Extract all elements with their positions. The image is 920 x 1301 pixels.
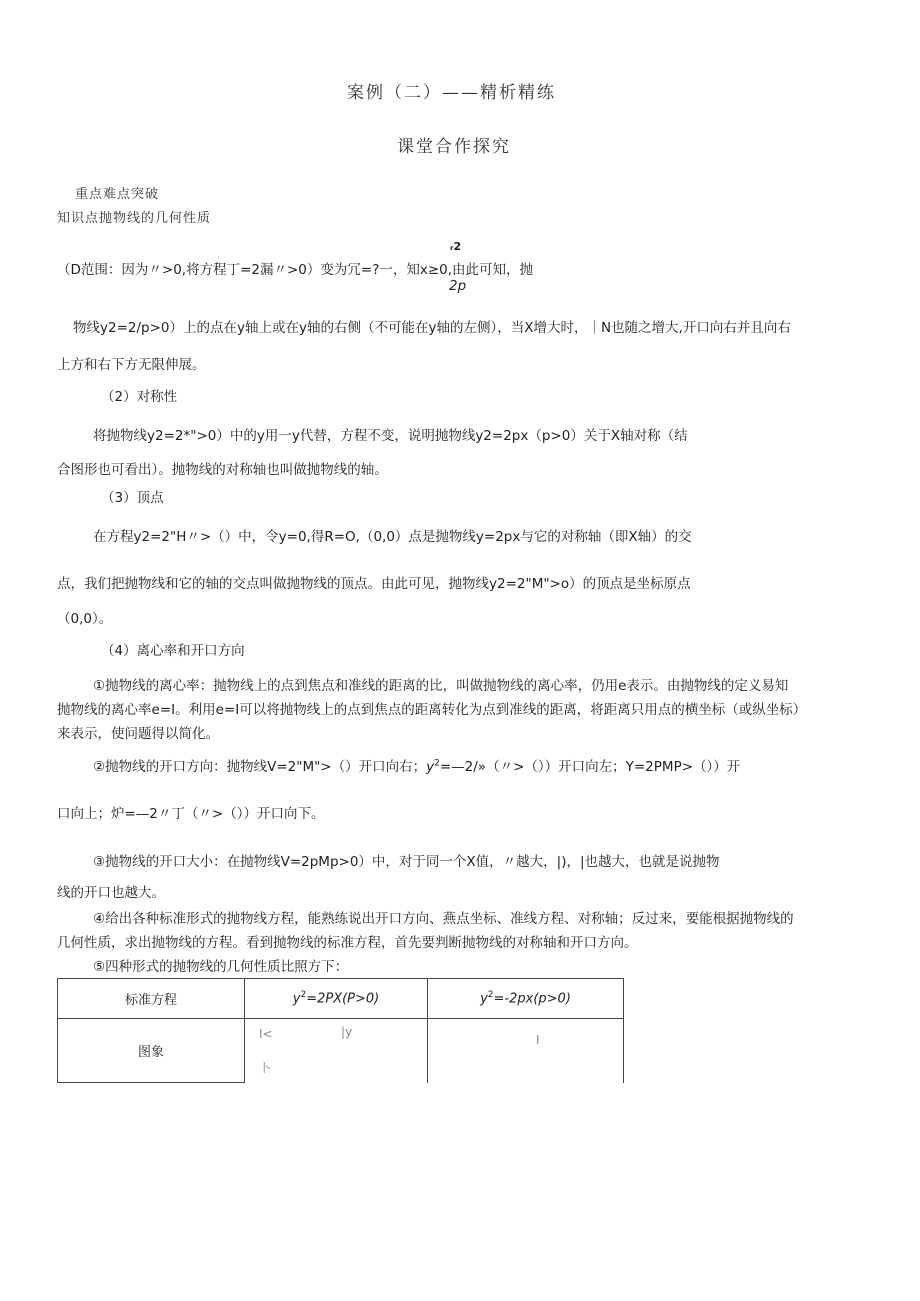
paragraph-5-line-1 (93, 755, 740, 775)
table-row (58, 1019, 624, 1083)
col2-var: y (480, 991, 488, 1007)
paragraph-3-line-1: 在方程y2=2"H〃>（）中，令y=0,得R=O,（0,0）点是抛物线y=2px与它的对称轴（即X轴）的交 (93, 529, 692, 545)
paragraph-4-line-3: 来表示，使问题得以简化。 (57, 726, 219, 742)
p5-exponent: 2 (434, 758, 440, 769)
graph-mark-1: I< (259, 1027, 273, 1041)
paragraph-7-line-2: 几何性质，求出抛物线的方程。看到抛物线的标准方程，首先要判断抛物线的对称轴和开口方向。 (57, 935, 638, 951)
p5-var-y: y (426, 759, 435, 775)
topic-label: 知识点抛物线的几何性质 (57, 211, 212, 226)
col1-exp: 2 (300, 990, 307, 1001)
section-label: 重点难点突破 (75, 187, 160, 202)
fraction-numerator: ᵣ2 (450, 240, 462, 253)
heading-vertex: （3）顶点 (101, 490, 164, 506)
fraction-denominator: 2p (449, 278, 467, 294)
page-title: 案例（二）——精析精练 (347, 83, 556, 103)
table-header-label: 标准方程 (58, 979, 245, 1019)
paragraph-2-line-2: 合图形也可看出）。抛物线的对称轴也叫做抛物线的轴。 (57, 462, 388, 478)
p5-part-a: ②抛物线的开口方向：抛物线V=2"M">（）开口向右； (93, 759, 427, 775)
graph-cell-1 (245, 1019, 428, 1083)
graph-cell-2 (428, 1019, 624, 1083)
comparison-table (57, 978, 624, 1083)
paragraph-6-line-1: ③抛物线的开口大小：在抛物线V=2pMp>0）中，对于同一个X值，〃越大，|)，|也越大，也就是说抛物 (93, 854, 720, 870)
col2-exp: 2 (487, 990, 494, 1001)
paragraph-7-line-1: ④给出各种标准形式的抛物线方程，能熟练说出开口方向、燕点坐标、准线方程、对称轴；反过来，要能根据抛物线的 (93, 911, 794, 927)
page-subtitle: 课堂合作探究 (397, 137, 511, 157)
paragraph-8: ⑤四种形式的抛物线的几何性质比照方下： (93, 959, 349, 975)
paragraph-4-line-1: ①抛物线的离心率：抛物线上的点到焦点和准线的距离的比，叫做抛物线的离心率，仍用e表示。由抛物线的定义易知 (93, 678, 789, 694)
table-row (58, 979, 624, 1019)
graph-mark-2: |y (341, 1025, 353, 1039)
paragraph-2-line-1: 将抛物线y2=2*">0）中的y用一y代替，方程不变，说明抛物线y2=2px（p>0）关于X轴对称（结 (93, 428, 688, 444)
paragraph-1-line-2: 物线y2=2/p>0）上的点在y轴上或在y轴的右侧（不可能在y轴的左侧），当X增大时，｜N也随之增大,开口向右并且向右 (73, 320, 791, 336)
p5-part-d: =—2/»（〃>（））开口向左；Y=2PMP>（））开 (439, 759, 741, 775)
heading-eccentricity: （4）离心率和开口方向 (101, 643, 245, 659)
col2-eq: =-2px(p>0) (493, 991, 571, 1007)
paragraph-3-line-3: （0,0）。 (57, 611, 113, 627)
paragraph-6-line-2: 线的开口也越大。 (57, 885, 165, 901)
table-header-col-2 (428, 979, 624, 1019)
paragraph-1-line-1: （D范围：因为〃>0,将方程丁=2漏〃>0）变为冗=?一，知x≥0,由此可知，抛 (57, 262, 534, 278)
paragraph-4-line-2: 抛物线的离心率e=I。利用e=I可以将抛物线上的点到焦点的距离转化为点到准线的距离，将距离只用点的横坐标（或纵坐标） (57, 702, 807, 718)
table-row-label: 图象 (58, 1019, 245, 1083)
paragraph-1-line-3: 上方和右下方无限伸展。 (57, 357, 206, 373)
table-header-col-1 (245, 979, 428, 1019)
paragraph-3-line-2: 点，我们把抛物线和它的轴的交点叫做抛物线的顶点。由此可见，抛物线y2=2"M">o）的顶点是坐标原点 (57, 576, 691, 592)
col1-var: y (292, 991, 301, 1007)
col1-eq: =2PX(P>0) (306, 991, 380, 1007)
paragraph-5-line-2: 口向上；炉=—2〃丁（〃>（））开口向下。 (57, 806, 325, 822)
heading-symmetry: （2）对称性 (101, 389, 178, 405)
graph-mark-4: I (536, 1033, 540, 1047)
graph-mark-3: 卜 (259, 1061, 272, 1075)
